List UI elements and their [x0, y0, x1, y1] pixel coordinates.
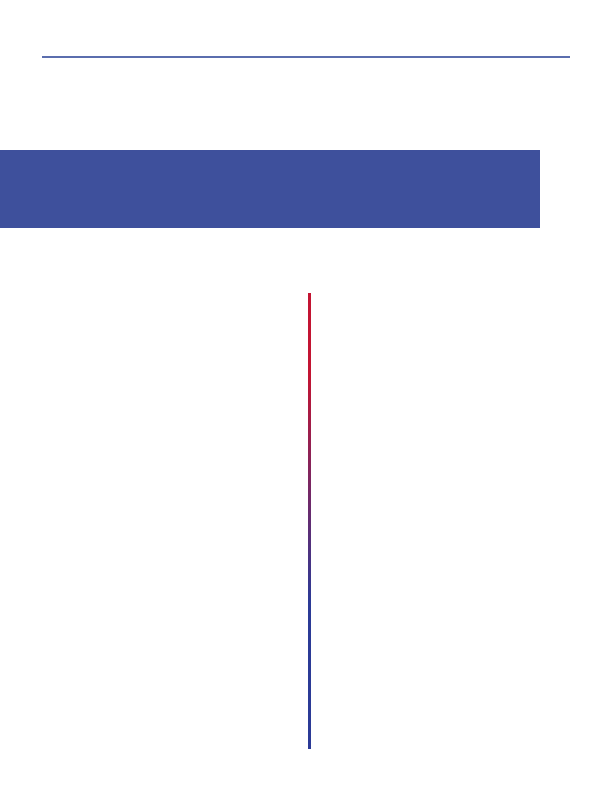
aceptado-block — [445, 316, 559, 324]
header-rule — [42, 56, 570, 58]
presentado-block — [331, 316, 445, 324]
author-info-column — [331, 292, 603, 354]
title-banner — [0, 150, 540, 228]
column-divider — [308, 293, 311, 749]
abstract-column — [40, 293, 321, 317]
issn-line — [550, 73, 570, 85]
submission-dates — [331, 316, 603, 324]
